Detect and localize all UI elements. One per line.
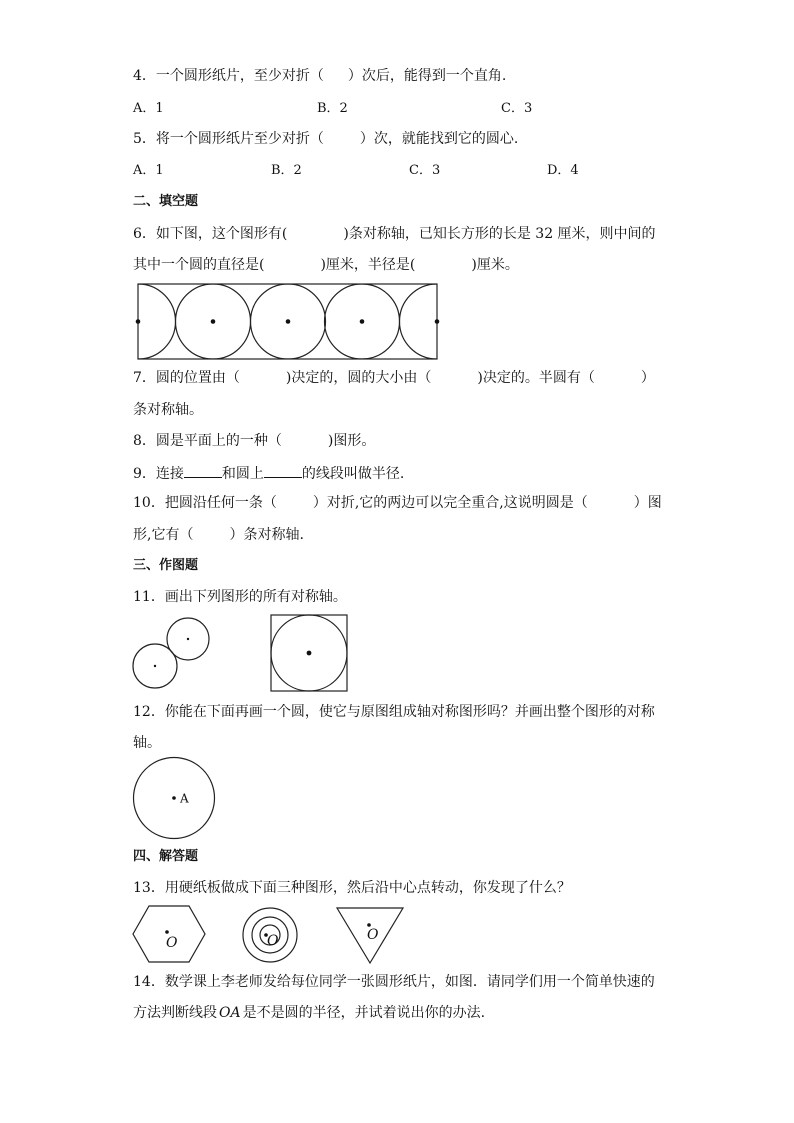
hexagon-outline: [133, 906, 205, 962]
question-12-figure: [130, 756, 220, 842]
question-7-line-2: 条对称轴。: [133, 402, 203, 418]
question-8: [133, 432, 375, 450]
question-13-figure-concentric-circles: [240, 905, 300, 965]
question-4: [133, 67, 506, 85]
question-9-blank-2: [264, 463, 302, 478]
question-11-figure-two-circles: [130, 615, 214, 693]
question-4-option-b: B．2: [317, 101, 348, 116]
question-10-text-b: ）对折,它的两边可以完全重合,这说明圆是（: [312, 495, 588, 511]
question-10-text-d: 形,它有（: [133, 527, 194, 543]
question-14-text-pre: 方法判断线段: [133, 1005, 217, 1021]
center-dot-2: [286, 319, 291, 324]
question-7-text-d: ）: [640, 370, 655, 386]
point-a-label: A: [180, 791, 189, 806]
section-fill-in-heading: 二、填空题: [133, 194, 199, 209]
question-10-text-e: ）条对称轴.: [229, 527, 304, 543]
center-dot-large: [154, 665, 156, 667]
question-5-text-pre: 5．将一个圆形纸片至少对折（: [133, 131, 324, 147]
question-4-option-c: C．3: [501, 101, 533, 116]
question-10-line-1: [133, 494, 662, 512]
center-dot-a: [172, 796, 176, 800]
question-10-text-c: ）图: [633, 495, 662, 511]
question-8-text-pre: 8．圆是平面上的一种（: [133, 433, 282, 449]
question-6-text-a: 6．如下图，这个图形有(: [133, 226, 288, 242]
question-14-text-post: 是不是圆的半径，并试着说出你的办法.: [242, 1005, 486, 1021]
question-4-option-a: A．1: [133, 101, 164, 116]
center-dot-right: [435, 319, 440, 324]
question-9-text-mid: 和圆上: [221, 466, 264, 482]
section-drawing-heading: 三、作图题: [133, 558, 199, 573]
triangle-center-label: O: [367, 927, 379, 943]
question-5-option-d: D．4: [547, 163, 579, 178]
center-dot: [307, 651, 312, 656]
question-12-line-2: 轴。: [133, 735, 161, 751]
question-9-blank-1: [184, 463, 222, 478]
question-13-figure-hexagon: [130, 903, 208, 965]
question-6-text-e: )厘米。: [471, 257, 519, 273]
hexagon-center-label: O: [166, 935, 178, 951]
question-10-text-a: 10．把圆沿任何一条（: [133, 495, 277, 511]
question-13-figure-triangle: [334, 905, 406, 965]
hexagon-center-dot: [165, 930, 169, 934]
center-dot-3: [360, 319, 365, 324]
question-4-text-pre: 4．一个圆形纸片，至少对折（: [133, 68, 324, 84]
question-8-text-post: )图形。: [327, 433, 376, 449]
question-5-option-a: A．1: [133, 163, 164, 178]
center-dot-small: [187, 638, 189, 640]
question-13: 13．用硬纸板做成下面三种图形，然后沿中心点转动，你发现了什么？: [133, 880, 571, 896]
section-answer-heading: 四、解答题: [133, 849, 199, 864]
question-7-text-c: )决定的。半圆有（: [477, 370, 595, 386]
center-dot-left: [136, 319, 141, 324]
question-5-option-c: C．3: [409, 163, 441, 178]
question-14-line-2: [133, 1004, 485, 1022]
question-11: 11．画出下列图形的所有对称轴。: [133, 589, 347, 605]
question-5-option-b: B．2: [271, 163, 302, 178]
question-9-text-pre: 9．连接: [133, 466, 184, 482]
question-11-figure-circle-in-square: [270, 614, 350, 694]
question-6-text-b: )条对称轴，已知长方形的长是 32 厘米，则中间的: [343, 226, 656, 242]
question-10-line-2: [133, 526, 304, 544]
question-5-text-post: ）次，就能找到它的圆心.: [359, 131, 519, 147]
question-6-line-1: [133, 225, 656, 243]
question-12-line-1: 12．你能在下面再画一个圆，使它与原图组成轴对称图形吗？并画出整个图形的对称: [133, 704, 655, 720]
concentric-center-label: O: [267, 933, 279, 949]
question-14-segment-label: OA: [219, 1005, 241, 1021]
question-4-text-post: ）次后，能得到一个直角.: [347, 68, 507, 84]
question-5: [133, 130, 518, 148]
question-14-line-1: 14．数学课上李老师发给每位同学一张圆形纸片，如图．请同学们用一个简单快速的: [133, 974, 655, 990]
question-6-text-c: 其中一个圆的直径是(: [133, 257, 265, 273]
question-6-line-2: [133, 256, 519, 274]
question-6-figure: [132, 280, 444, 364]
question-7-text-b: )决定的，圆的大小由（: [285, 370, 432, 386]
question-7-line-1: [133, 369, 655, 387]
question-6-text-d: )厘米，半径是(: [320, 257, 416, 273]
question-7-text-a: 7．圆的位置由（: [133, 370, 240, 386]
center-dot-1: [211, 319, 216, 324]
question-9: [133, 463, 404, 483]
question-9-text-post: 的线段叫做半径.: [301, 466, 405, 482]
